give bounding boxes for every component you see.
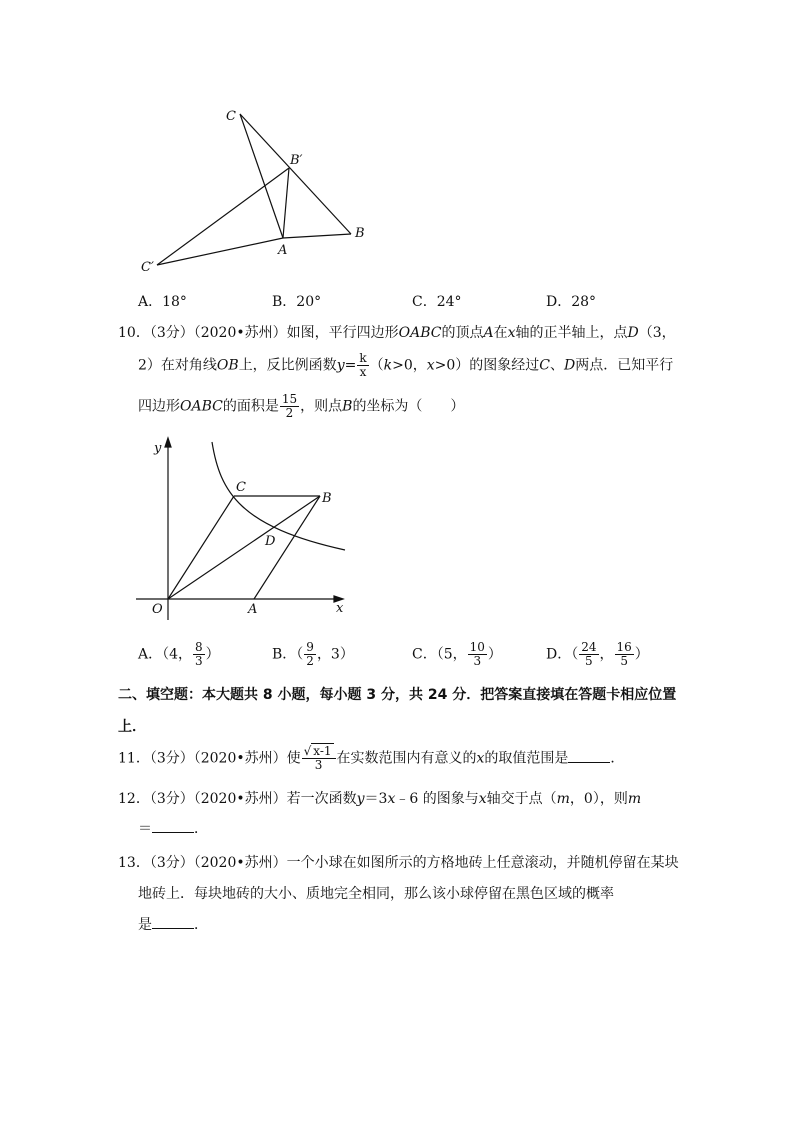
label-b: B bbox=[355, 226, 365, 241]
label-y: y bbox=[154, 441, 162, 456]
q12-line2: ＝ ． bbox=[138, 821, 208, 837]
y-axis-arrow bbox=[165, 438, 171, 447]
figure-triangles bbox=[130, 100, 380, 280]
segment-c-a bbox=[240, 114, 283, 238]
option-b[interactable]: B．20° bbox=[272, 294, 322, 310]
fraction-area: $\frac{15}{2}$ bbox=[281, 392, 298, 420]
segment-o-c bbox=[168, 496, 234, 599]
label-o: O bbox=[152, 602, 163, 617]
segment-o-b bbox=[168, 496, 320, 599]
option-a[interactable]: A．（4， $\frac{8}{3}$ ） bbox=[138, 640, 220, 668]
option-d[interactable]: D．28° bbox=[546, 294, 597, 310]
sqrt-fraction: $\frac{√ x-1}{3}$ bbox=[302, 745, 336, 772]
segment-bp-a bbox=[283, 168, 289, 238]
label-c: C bbox=[226, 109, 236, 124]
q13-line3: 是 ． bbox=[138, 917, 208, 933]
label-b: B bbox=[322, 491, 332, 506]
q13-line1: 13．（3分）（2020•苏州）一个小球在如图所示的方格地砖上任意滚动，并随机停留在某块 bbox=[118, 855, 679, 871]
label-c: C bbox=[236, 480, 246, 495]
label-c-prime: C′ bbox=[141, 260, 154, 275]
label-b-prime: B′ bbox=[290, 153, 303, 168]
q11: 11．（3分）（2020•苏州）使 $\frac{√ x-1}{3}$ 在实数范围内有意义的x的取值范围是 ． bbox=[118, 744, 625, 772]
section-heading-cont: 上． bbox=[118, 719, 146, 735]
option-c[interactable]: C．24° bbox=[412, 294, 462, 310]
answer-blank[interactable] bbox=[152, 916, 194, 929]
option-d[interactable]: D．（ $\frac{24}{5}$ ， $\frac{16}{5}$ ） bbox=[546, 640, 649, 668]
q10-line1: 10．（3分）（2020•苏州）如图，平行四边形OABC的顶点A在x轴的正半轴上，点D（3， bbox=[118, 325, 676, 341]
label-a: A bbox=[278, 243, 288, 258]
q10-line3: 四边形OABC的面积是 $\frac{15}{2}$ ，则点B的坐标为（ ） bbox=[138, 392, 465, 420]
label-a: A bbox=[248, 602, 258, 617]
q12-line1: 12．（3分）（2020•苏州）若一次函数y＝3x﹣6 的图象与x轴交于点（m，0），则m bbox=[118, 791, 642, 807]
figure-parallelogram bbox=[130, 432, 360, 622]
option-b[interactable]: B．（ $\frac{9}{2}$ ，3） bbox=[272, 640, 354, 668]
segment-c-b bbox=[240, 114, 351, 234]
answer-blank[interactable] bbox=[568, 750, 610, 763]
section-heading: 二、填空题：本大题共 8 小题，每小题 3 分，共 24 分．把答案直接填在答题卡相应位置 bbox=[118, 687, 677, 703]
option-a[interactable]: A．18° bbox=[138, 294, 187, 310]
label-x: x bbox=[336, 601, 344, 616]
option-c[interactable]: C．（5， $\frac{10}{3}$ ） bbox=[412, 640, 502, 668]
answer-blank[interactable] bbox=[152, 820, 194, 833]
segment-b-a bbox=[254, 496, 320, 599]
fraction-k-over-x: $\frac{k}{x}$ bbox=[359, 351, 367, 379]
segment-a-b bbox=[283, 234, 351, 238]
label-d: D bbox=[265, 534, 276, 549]
q10-line2: 2）在对角线OB上，反比例函数y= $\frac{k}{x}$ （k>0，x>0）的图象经过C、D两点．已知平行 bbox=[138, 351, 674, 379]
q13-line2: 地砖上．每块地砖的大小、质地完全相同，那么该小球停留在黑色区域的概率 bbox=[138, 886, 614, 902]
